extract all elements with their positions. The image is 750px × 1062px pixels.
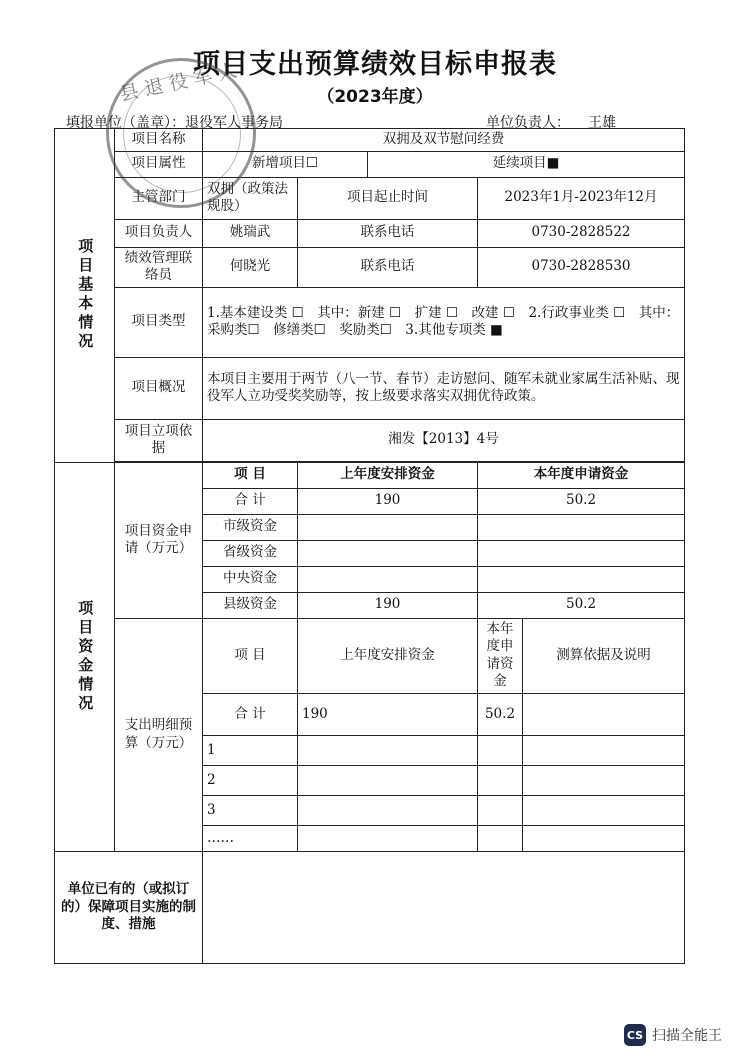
detail-row-last xyxy=(298,795,478,825)
apply-row-label: 市级资金 xyxy=(203,514,298,540)
detail-label: 支出明细预算（万元） xyxy=(115,618,203,851)
dept-label: 主管部门 xyxy=(115,177,203,219)
unit-leader-label: 单位负责人： xyxy=(486,115,570,131)
apply-row-label: 省级资金 xyxy=(203,540,298,566)
overview-label: 项目概况 xyxy=(115,357,203,419)
apply-col-this: 本年度申请资金 xyxy=(478,462,685,488)
apply-row-label: 中央资金 xyxy=(203,566,298,592)
detail-row-this xyxy=(478,825,523,851)
detail-row-last xyxy=(298,765,478,795)
apply-row-this xyxy=(478,514,685,540)
basis-label: 项目立项依据 xyxy=(115,419,203,461)
apply-row-last: 190 xyxy=(298,592,478,618)
apply-label: 项目资金申请（万元） xyxy=(115,462,203,618)
form-year: （2023年度） xyxy=(317,87,433,107)
detail-row-note xyxy=(523,735,685,765)
leader-phone-value: 0730-2828522 xyxy=(478,219,685,247)
scanner-watermark-text: 扫描全能王 xyxy=(652,1028,722,1044)
period-label: 项目起止时间 xyxy=(298,177,478,219)
detail-row-note xyxy=(523,765,685,795)
dept-value: 双拥（政策法规股） xyxy=(203,177,298,219)
apply-row-last: 190 xyxy=(298,488,478,514)
detail-col-item: 项 目 xyxy=(203,618,298,693)
funds-section-cell xyxy=(55,462,115,851)
funds-section-label: 项目资金情况 xyxy=(76,599,95,714)
basic-section-label: 项目基本情况 xyxy=(76,238,95,353)
detail-row-label: 合 计 xyxy=(203,693,298,735)
detail-row-note xyxy=(523,825,685,851)
apply-row-this xyxy=(478,566,685,592)
detail-row-last: 190 xyxy=(298,693,478,735)
detail-col-last: 上年度安排资金 xyxy=(298,618,478,693)
reporting-unit-label: 填报单位（盖章）： xyxy=(66,115,185,131)
project-name-label: 项目名称 xyxy=(115,129,203,152)
detail-col-this: 本年度申请资金 xyxy=(478,618,523,693)
perf-phone-value: 0730-2828530 xyxy=(478,247,685,287)
detail-row-label: 3 xyxy=(203,795,298,825)
detail-row-this xyxy=(478,765,523,795)
perf-contact-value: 何晓光 xyxy=(203,247,298,287)
detail-row-this: 50.2 xyxy=(478,693,523,735)
project-type-label: 项目类型 xyxy=(115,287,203,357)
detail-row-note xyxy=(523,693,685,735)
unit-leader-value: 王雄 xyxy=(588,115,616,131)
perf-contact-label: 绩效管理联络员 xyxy=(115,247,203,287)
apply-row-label: 县级资金 xyxy=(203,592,298,618)
perf-phone-label: 联系电话 xyxy=(298,247,478,287)
camscanner-logo-icon: CS xyxy=(624,1024,646,1046)
apply-row-last xyxy=(298,566,478,592)
basic-section-cell xyxy=(55,129,115,463)
apply-row-last xyxy=(298,540,478,566)
apply-col-last: 上年度安排资金 xyxy=(298,462,478,488)
guarantee-value xyxy=(203,851,685,963)
seal-text: 县退役军人 xyxy=(117,58,245,106)
apply-row-this: 50.2 xyxy=(478,488,685,514)
form-title: 项目支出预算绩效目标申报表 xyxy=(193,49,557,80)
attr-new-option: 新增项目☐ xyxy=(203,151,368,177)
apply-row-last xyxy=(298,514,478,540)
reporting-unit-value: 退役军人事务局 xyxy=(185,115,283,131)
detail-col-note: 测算依据及说明 xyxy=(523,618,685,693)
detail-row-label: 2 xyxy=(203,765,298,795)
detail-row-note xyxy=(523,795,685,825)
detail-row-label: 1 xyxy=(203,735,298,765)
apply-col-item: 项 目 xyxy=(203,462,298,488)
basis-value: 湘发【2013】4号 xyxy=(203,419,685,461)
period-value: 2023年1月-2023年12月 xyxy=(478,177,685,219)
overview-value: 本项目主要用于两节（八一节、春节）走访慰问、随军未就业家属生活补贴、现役军人立功受奖奖励等，按上级要求落实双拥优待政策。 xyxy=(203,357,685,419)
detail-row-this xyxy=(478,735,523,765)
apply-row-this: 50.2 xyxy=(478,592,685,618)
project-attr-label: 项目属性 xyxy=(115,151,203,177)
budget-form-table xyxy=(54,128,685,964)
apply-row-label: 合 计 xyxy=(203,488,298,514)
detail-row-last xyxy=(298,735,478,765)
project-leader-label: 项目负责人 xyxy=(115,219,203,247)
leader-phone-label: 联系电话 xyxy=(298,219,478,247)
attr-continue-option: 延续项目■ xyxy=(368,151,685,177)
guarantee-label: 单位已有的（或拟订的）保障项目实施的制度、措施 xyxy=(55,851,203,963)
apply-row-this xyxy=(478,540,685,566)
detail-row-this xyxy=(478,795,523,825)
project-name-value: 双拥及双节慰问经费 xyxy=(203,129,685,152)
detail-row-label: …… xyxy=(203,825,298,851)
project-type-value: 1.基本建设类 ☐ 其中：新建 ☐ 扩建 ☐ 改建 ☐ 2.行政事业类 ☐ 其中：采购类☐ 修缮类☐ 奖励类☐ 3.其他专项类 ■ xyxy=(203,287,685,357)
detail-row-last xyxy=(298,825,478,851)
project-leader-value: 姚瑞武 xyxy=(203,219,298,247)
scanner-watermark xyxy=(624,1024,722,1046)
